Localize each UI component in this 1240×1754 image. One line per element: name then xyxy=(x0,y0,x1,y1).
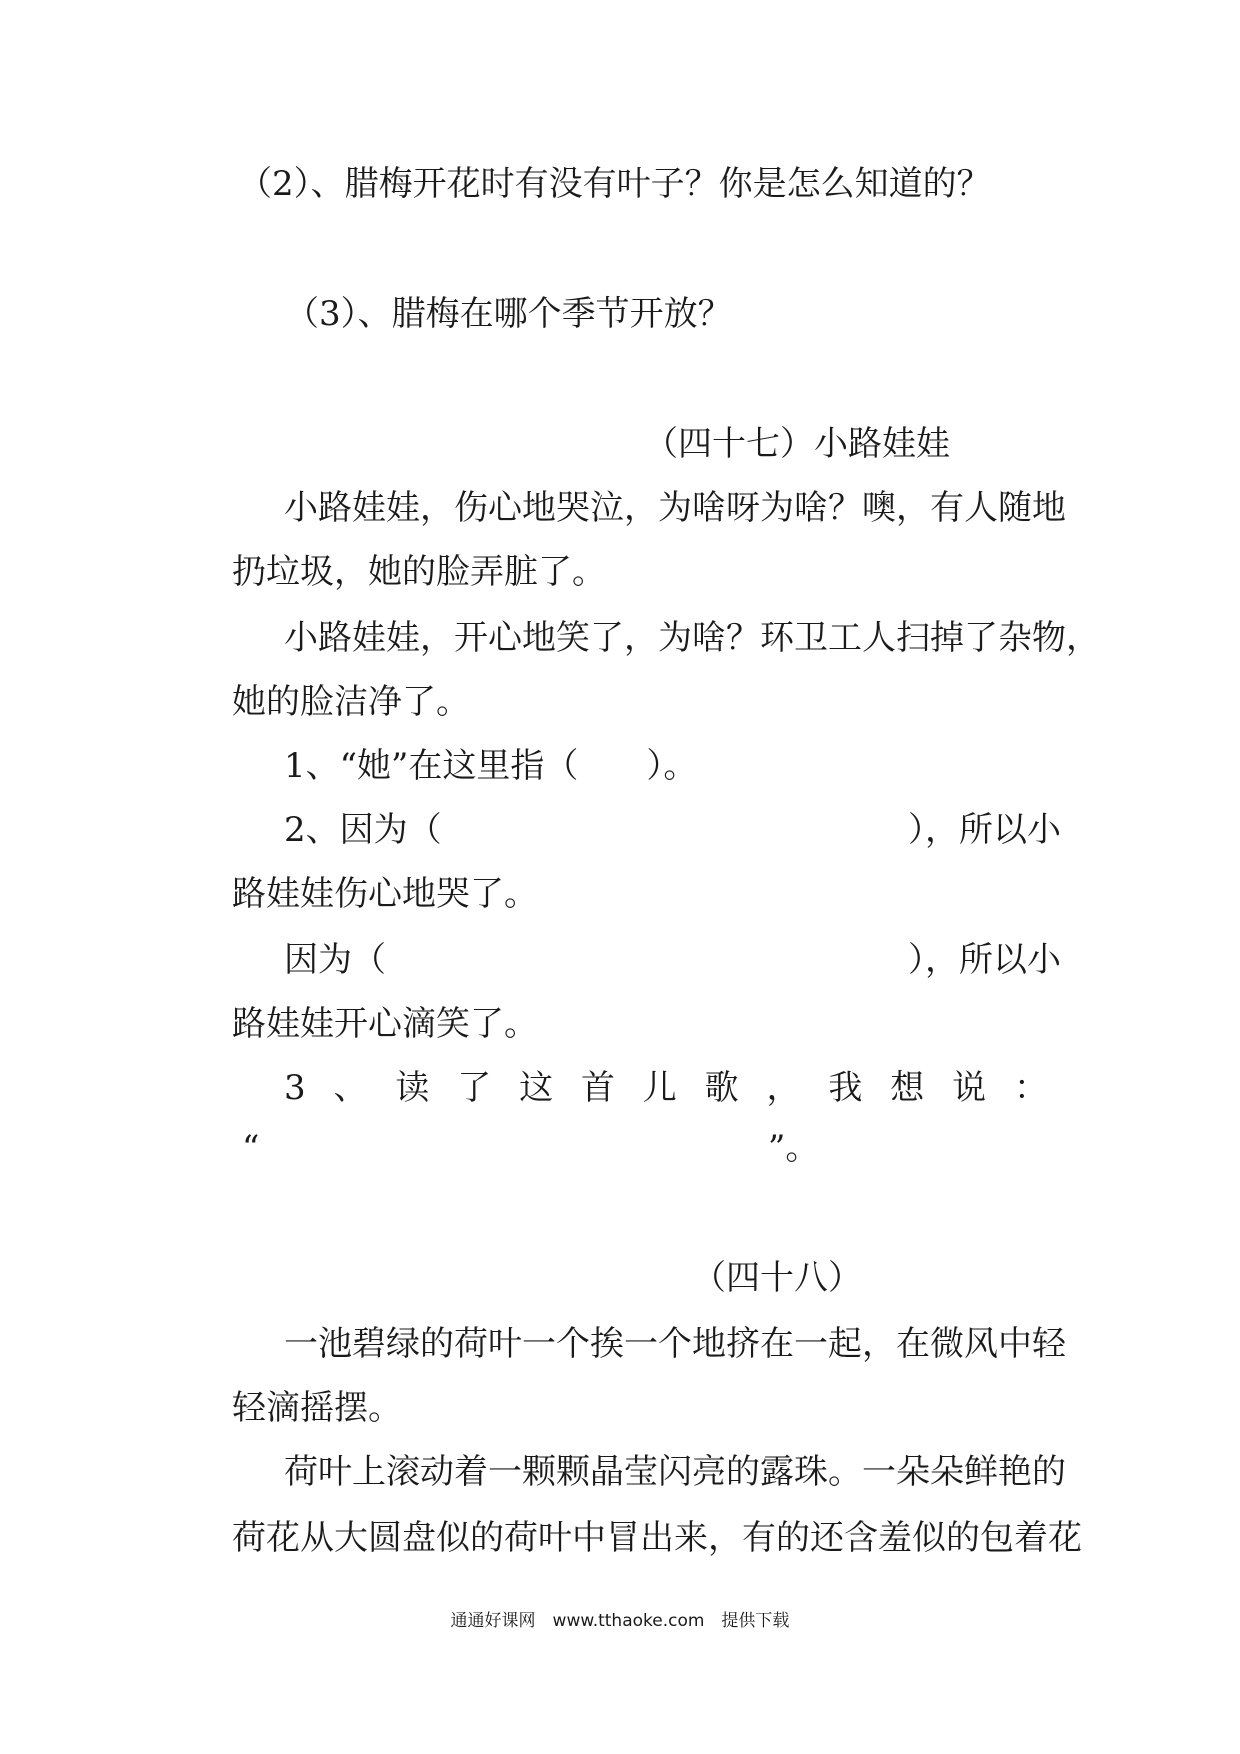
question-3-char: ， xyxy=(766,1068,801,1108)
paragraph-line: 她的脸洁净了。 xyxy=(232,682,470,722)
question-3-char: 3 xyxy=(284,1068,306,1108)
question-3-char: 说 xyxy=(952,1068,987,1108)
question-2b-end: ），所以小 xyxy=(908,940,1061,980)
footer-watermark: 通通好课网 www.tthaoke.com 提供下载 xyxy=(450,1611,790,1631)
paragraph-line: 轻滴摇摆。 xyxy=(232,1388,402,1428)
paragraph-line: 小路娃娃，开心地笑了，为啥？环卫工人扫掉了杂物， xyxy=(284,618,1100,658)
question-3-char: 我 xyxy=(828,1068,863,1108)
quote-open: “ xyxy=(242,1128,260,1168)
quote-close: ”。 xyxy=(768,1128,820,1168)
paragraph-line: 扔垃圾，她的脸弄脏了。 xyxy=(232,552,606,592)
question-3-line xyxy=(284,1068,1048,1108)
question-3-char: 、 xyxy=(333,1068,368,1108)
paragraph-line: 荷叶上滚动着一颗颗晶莹闪亮的露珠。一朵朵鲜艳的 xyxy=(284,1452,1066,1492)
question-3-char: 了 xyxy=(457,1068,492,1108)
question-2-start: 2、因为（ xyxy=(284,810,442,850)
question-3-char: ： xyxy=(1013,1068,1048,1108)
question-3-char: 读 xyxy=(395,1068,430,1108)
question-3-char: 想 xyxy=(890,1068,925,1108)
question-2-end: ），所以小 xyxy=(908,810,1061,850)
question-3-char: 首 xyxy=(580,1068,615,1108)
question-2: （2）、腊梅开花时有没有叶子？你是怎么知道的？ xyxy=(238,164,991,204)
section-48-title: （四十八） xyxy=(692,1258,862,1298)
question-2b-continued: 路娃娃开心滴笑了。 xyxy=(232,1004,538,1044)
question-3-char: 儿 xyxy=(642,1068,677,1108)
question-3-char: 这 xyxy=(519,1068,554,1108)
paragraph-line: 一池碧绿的荷叶一个挨一个地挤在一起，在微风中轻 xyxy=(284,1324,1066,1364)
section-47-title: （四十七）小路娃娃 xyxy=(644,424,950,464)
question-3: （3）、腊梅在哪个季节开放？ xyxy=(285,294,732,334)
paragraph-line: 小路娃娃，伤心地哭泣，为啥呀为啥？噢，有人随地 xyxy=(284,488,1066,528)
question-2b-start: 因为（ xyxy=(284,940,386,980)
paragraph-line: 荷花从大圆盘似的荷叶中冒出来，有的还含羞似的包着花 xyxy=(232,1518,1082,1558)
question-2-continued: 路娃娃伤心地哭了。 xyxy=(232,874,538,914)
question-3-char: 歌 xyxy=(704,1068,739,1108)
question-1: 1、“她”在这里指（ ）。 xyxy=(284,746,698,786)
